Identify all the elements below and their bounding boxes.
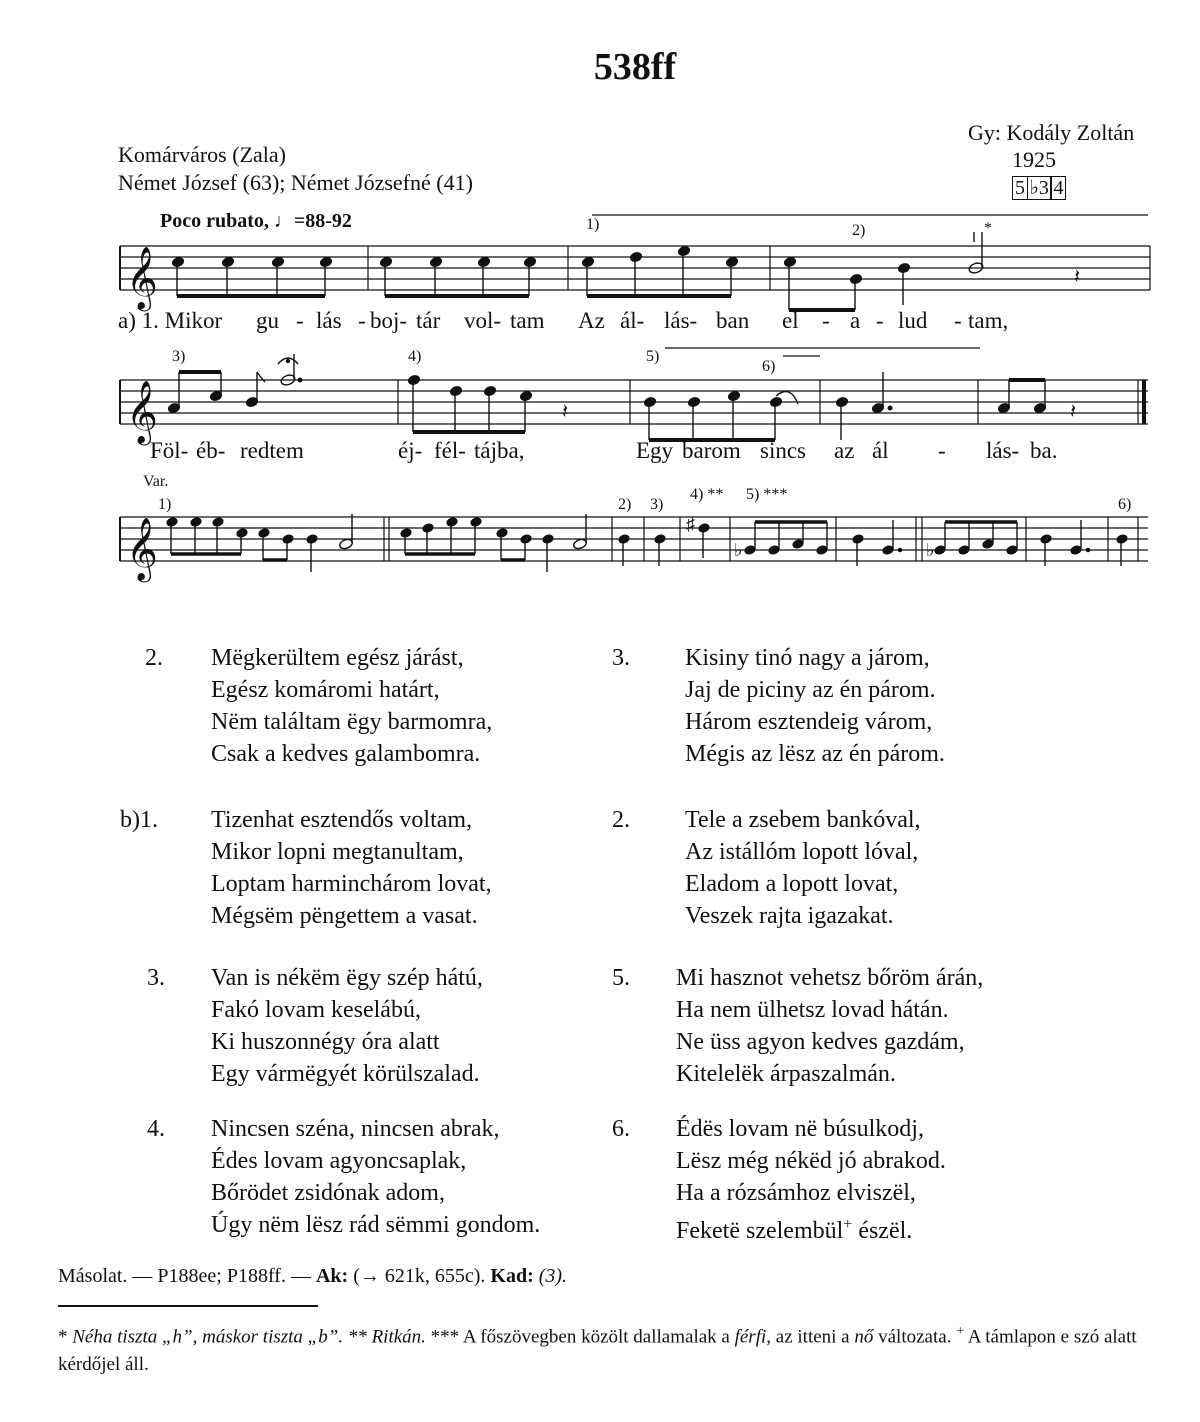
svg-text:♯: ♯ — [686, 514, 695, 534]
stanza-line: Mëgkerültem egész járást, — [211, 645, 464, 671]
lyric-syllable: barom — [682, 438, 741, 463]
lyric-syllable: tam, — [968, 308, 1009, 333]
lyric-syllable: ban — [716, 308, 750, 333]
stanza-line-part: Feketë szelembül — [676, 1218, 844, 1244]
marker-2: 2) — [852, 222, 866, 239]
stanza-line: Mikor lopni megtanultam, — [211, 839, 464, 865]
stanza-line: Az istállóm lopott lóval, — [685, 839, 919, 865]
collector: Gy: Kodály Zoltán — [968, 120, 1135, 145]
cadence-3: 4 — [1050, 176, 1066, 200]
lyric-syllable: - — [954, 308, 962, 333]
lyric-syllable: Föl- — [150, 438, 189, 463]
stanza-line: Csak a kedves galambomra. — [211, 741, 481, 767]
footnote-part: Néha tiszta „h”, máskor tiszta „b”. ** Ritkán. — [72, 1326, 426, 1348]
svg-text:𝄽: 𝄽 — [1070, 401, 1077, 423]
svg-text:♭: ♭ — [926, 540, 935, 560]
page-title: 538ff — [593, 46, 677, 88]
lyrics-1-prefix: a) 1. Mikor — [118, 308, 223, 333]
stanza-line: Úgy nëm lësz rád sëmmi gondom. — [211, 1212, 541, 1238]
tempo-marking: Poco rubato, ♩=88-92 — [160, 210, 352, 232]
stanza-number: b)1. — [120, 807, 158, 833]
lyric-syllable: tájba, — [474, 438, 525, 463]
lyric-syllable: Egy — [636, 438, 674, 463]
marker-4: 4) — [408, 348, 422, 365]
notes-system-1 — [171, 232, 1080, 310]
stanza-number: 2. — [145, 645, 163, 671]
footnote-part: + — [956, 1324, 965, 1339]
lyric-syllable: lud — [898, 308, 928, 333]
stanza-b5 — [612, 962, 1082, 1092]
stanza-number: 3. — [147, 965, 165, 991]
svg-text:♭: ♭ — [734, 540, 743, 560]
treble-clef-icon: 𝄞 — [126, 380, 158, 443]
lyric-syllable: - — [938, 438, 946, 463]
stanza-line: Egész komáromi határt, — [211, 677, 440, 703]
stanza-line: Nincsen széna, nincsen abrak, — [211, 1116, 500, 1142]
singers: Német József (63); Német Józsefné (41) — [118, 170, 473, 195]
lyric-syllable: éb- — [196, 438, 226, 463]
stanza-line: Kisiny tinó nagy a járom, — [685, 645, 930, 671]
var-marker-4: 4) ** — [690, 486, 724, 503]
stanza-line: Mégsëm pëngettem a vasat. — [211, 903, 478, 929]
svg-text:𝄽: 𝄽 — [1074, 266, 1081, 288]
stanza-number: 5. — [612, 965, 630, 991]
stanza-number: 6. — [612, 1116, 630, 1142]
lyric-syllable: ál — [872, 438, 889, 463]
lyric-syllable: - — [296, 308, 304, 333]
stanza-line: Három esztendeig várom, — [685, 709, 933, 735]
stanza-number: 2. — [612, 807, 630, 833]
stanza-line: Ha nem ülhetsz lovad hátán. — [676, 997, 949, 1023]
stanza-line: Tizenhat esztendős voltam, — [211, 807, 473, 833]
lyric-syllable: - — [822, 308, 830, 333]
stanza-number: 3. — [612, 645, 630, 671]
stanza-line-part: észël. — [858, 1218, 913, 1244]
variant-label: Var. — [143, 473, 169, 490]
stanza-line: Mi hasznot vehetsz bőröm árán, — [676, 965, 984, 991]
treble-clef-icon: 𝄞 — [126, 246, 158, 309]
treble-clefs — [126, 246, 158, 583]
cadence-2: ♭3 — [1027, 176, 1052, 200]
stanza-line: Egy vármëgyét körülszalad. — [211, 1061, 480, 1087]
stanza-line: Van is nékëm ëgy szép hátú, — [211, 965, 483, 991]
var-marker-5: 5) *** — [746, 486, 788, 503]
stanza-a3 — [612, 642, 1062, 772]
treble-clef-icon: 𝄞 — [126, 517, 158, 580]
footnote-part: férfi — [734, 1326, 767, 1348]
notes-system-2 — [167, 354, 1076, 440]
footnote-part: A támlapon e szó alatt kérdőjel áll. — [58, 1326, 1137, 1376]
staff-system-2 — [120, 348, 1148, 424]
marker-5: 5) — [646, 348, 660, 365]
stanza-line: Édës lovam në búsulkodj, — [676, 1116, 924, 1142]
stanza-line: Loptam harminchárom lovat, — [211, 871, 492, 897]
footnote-part: változata. — [873, 1326, 957, 1348]
svg-text:𝄽: 𝄽 — [562, 401, 569, 423]
footnote-divider — [58, 1305, 318, 1307]
ak-label: Ak: — [315, 1265, 349, 1287]
stanza-line: Eladom a lopott lovat, — [685, 871, 899, 897]
footnote-part: *** A főszövegben közölt dallamalak a — [425, 1326, 735, 1348]
stanza-line: Nëm találtam ëgy barmomra, — [211, 709, 493, 735]
stanza-line: Kitelelëk árpaszalmán. — [676, 1061, 896, 1087]
var-marker-3: 3) — [650, 496, 664, 513]
var-marker-2: 2) — [618, 496, 632, 513]
ak-value: (→ 621k, 655c). — [353, 1265, 486, 1287]
source-note — [58, 1265, 567, 1288]
lyric-syllable: az — [834, 438, 855, 463]
lyric-syllable: lás- — [664, 308, 698, 333]
stanza-line: Bőrödet zsidónak adom, — [211, 1180, 445, 1206]
stanza-b2 — [612, 804, 1062, 934]
stanza-a2 — [145, 642, 605, 772]
stanza-line: Ha a rózsámhoz elviszël, — [676, 1180, 916, 1206]
stanza-line — [676, 1209, 946, 1247]
var-marker-6: 6) — [1118, 496, 1132, 513]
lyric-syllable: ál- — [620, 308, 645, 333]
lyric-syllable: éj- — [398, 438, 423, 463]
lyric-syllable: lás — [316, 308, 342, 333]
lyric-syllable: boj- — [370, 308, 408, 333]
stanza-number: 4. — [147, 1116, 165, 1142]
stanza-line: Tele a zsebem bankóval, — [685, 807, 921, 833]
footnote-part: , az itteni a — [766, 1326, 855, 1348]
stanza-line: Ki huszonnégy óra alatt — [211, 1029, 440, 1055]
stanza-line: Mégis az lësz az én párom. — [685, 741, 945, 767]
marker-3: 3) — [172, 348, 186, 365]
lyric-syllable: el — [782, 308, 799, 333]
marker-1: 1) — [586, 216, 600, 233]
marker-6: 6) — [762, 358, 776, 375]
footnote — [58, 1318, 1158, 1379]
lyric-syllable: vol- — [464, 308, 502, 333]
footnote-part: nő — [854, 1326, 874, 1348]
lyric-syllable: Az — [578, 308, 605, 333]
lyric-syllable: lás- — [986, 438, 1020, 463]
stanza-b4 — [147, 1113, 607, 1243]
cadence-1: 5 — [1012, 176, 1028, 200]
place: Komárváros (Zala) — [118, 142, 286, 167]
lyric-syllable: a — [850, 308, 861, 333]
copy-note: Másolat. — P188ee; P188ff. — — [58, 1265, 311, 1287]
notes-system-3 — [166, 514, 1128, 572]
marker-star: * — [984, 220, 992, 237]
lyric-syllable: tam — [510, 308, 545, 333]
stanza-line: Ne üss agyon kedves gazdám, — [676, 1029, 965, 1055]
stanza-line: Jaj de piciny az én párom. — [685, 677, 936, 703]
year: 1925 — [1012, 147, 1056, 172]
footnote-part: * — [58, 1326, 73, 1348]
stanza-b6 — [612, 1113, 1062, 1243]
kad-value: (3). — [538, 1265, 568, 1287]
lyric-syllable: gu — [256, 308, 279, 333]
lyric-syllable: fél- — [434, 438, 466, 463]
var-marker-1: 1) — [158, 496, 172, 513]
stanza-line: Fakó lovam keselábú, — [211, 997, 421, 1023]
lyric-syllable: redtem — [240, 438, 304, 463]
lyric-syllable: sincs — [760, 438, 806, 463]
stanza-line: Veszek rajta igazakat. — [685, 903, 894, 929]
lyric-syllable: ba. — [1030, 438, 1058, 463]
footnote-mark: + — [843, 1216, 853, 1233]
kad-label: Kad: — [490, 1265, 534, 1287]
stanza-line: Lësz még nékëd jó abrakod. — [676, 1148, 946, 1174]
stanza-b3 — [147, 962, 607, 1092]
lyric-syllable: tár — [416, 308, 441, 333]
lyric-syllable: - — [876, 308, 884, 333]
stanza-b1 — [120, 804, 600, 934]
stanza-line: Édes lovam agyoncsaplak, — [211, 1148, 467, 1174]
lyric-syllable: - — [358, 308, 366, 333]
